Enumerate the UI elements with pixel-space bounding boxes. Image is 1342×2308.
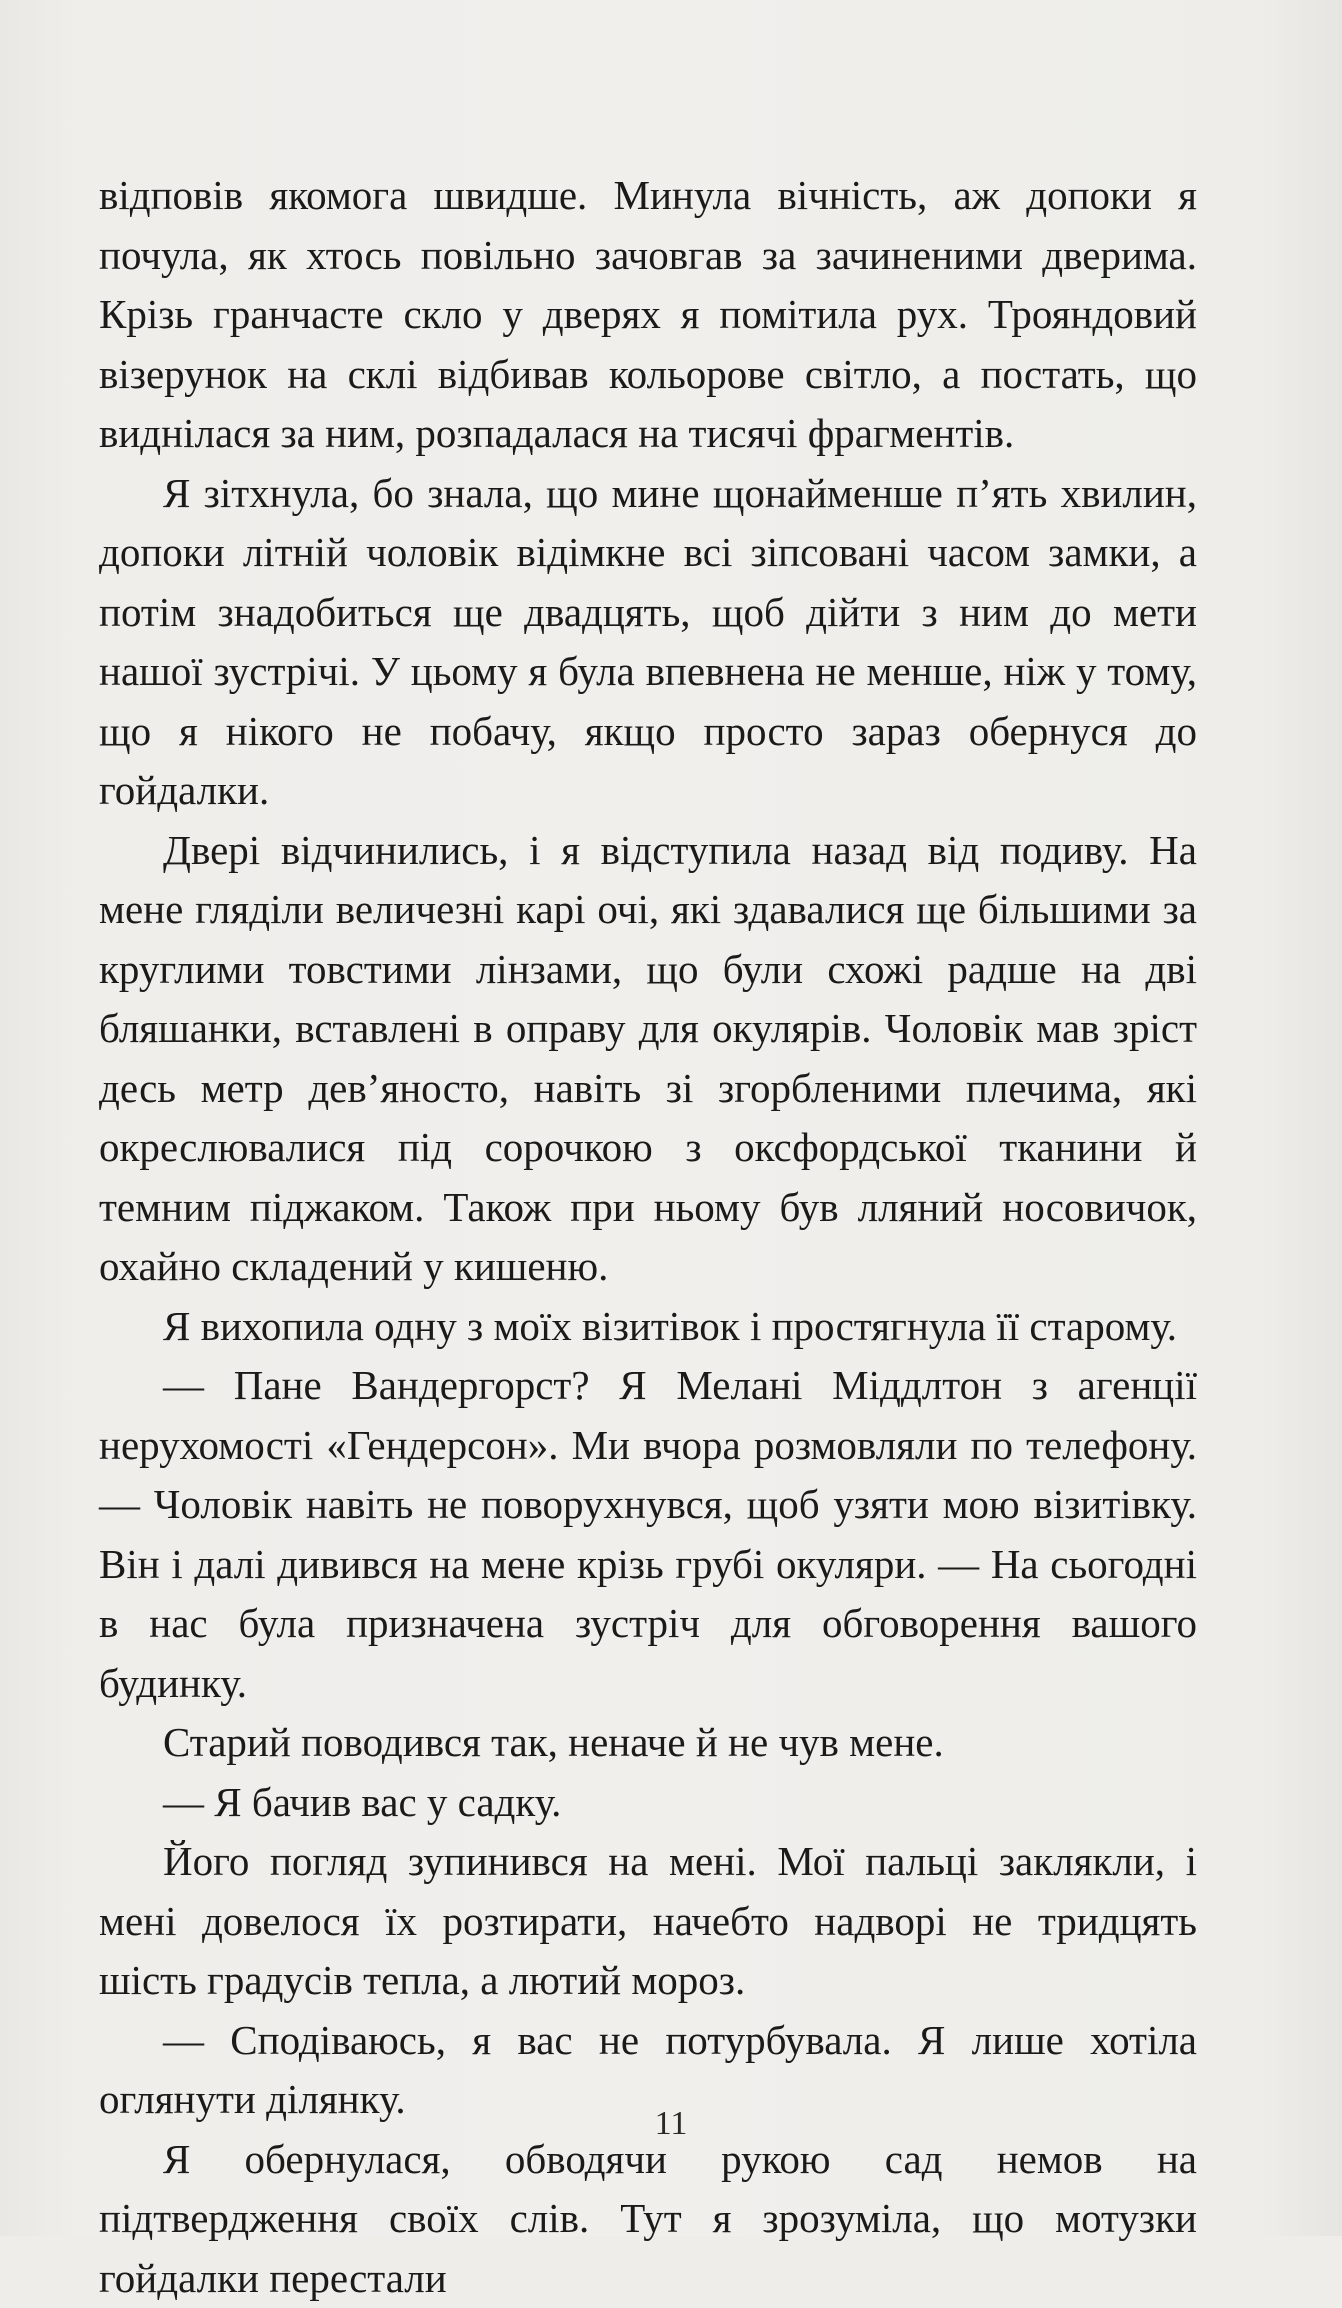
paragraph-7: — Я бачив вас у садку. — [99, 1773, 1197, 1833]
page-text — [99, 166, 1197, 2308]
paragraph-2: Я зітхнула, бо знала, що мине щонайменше п’ять хвилин, допоки літній чоловік відімкне всі зіпсовані часом замки, а потім знадобиться ще двадцять, щоб дійти з ним до мети нашої зустрічі. У цьому я була впевнена не менше, ніж у тому, що я нікого не побачу, якщо просто зараз обернуся до гойдалки. — [99, 464, 1197, 821]
paragraph-10: Я обернулася, обводячи рукою сад немов на підтвердження своїх слів. Тут я зрозуміла, що мотузки гойдалки перестали — [99, 2130, 1197, 2308]
paragraph-6: Старий поводився так, неначе й не чув мене. — [99, 1713, 1197, 1773]
paragraph-1: відповів якомога швидше. Минула вічність, аж допоки я почула, як хтось повільно зачовгав за зачиненими дверима. Крізь гранчасте скло у дверях я помітила рух. Трояндовий візерунок на склі відбивав кольорове світло, а постать, що виднілася за ним, розпадалася на тисячі фрагментів. — [99, 166, 1197, 464]
paragraph-3: Двері відчинились, і я відступила назад від подиву. На мене гляділи величезні карі очі, які здавалися ще більшими за круглими товстими лінзами, що були схожі радше на дві бляшанки, вставлені в оправу для окулярів. Чоловік мав зріст десь метр дев’яносто, навіть зі згорбленими плечима, які окреслювалися під сорочкою з оксфордської тканини й темним піджаком. Також при ньому був лляний носовичок, охайно складений у кишеню. — [99, 821, 1197, 1297]
page-number: 11 — [0, 2105, 1342, 2143]
paragraph-8: Його погляд зупинився на мені. Мої пальці заклякли, і мені довелося їх розтирати, начебто надворі не тридцять шість градусів тепла, а лютий мороз. — [99, 1832, 1197, 2011]
paragraph-9: — Сподіваюсь, я вас не потурбувала. Я лише хотіла оглянути ділянку. — [99, 2011, 1197, 2130]
paragraph-4: Я вихопила одну з моїх візитівок і простягнула її старому. — [99, 1297, 1197, 1357]
paragraph-5: — Пане Вандергорст? Я Мелані Міддлтон з агенції нерухомості «Гендерсон». Ми вчора розмовляли по телефону. — Чоловік навіть не поворухнувся, щоб узяти мою візитівку. Він і далі дивився на мене крізь грубі окуляри. — На сьогодні в нас була призначена зустріч для обговорення вашого будинку. — [99, 1356, 1197, 1713]
